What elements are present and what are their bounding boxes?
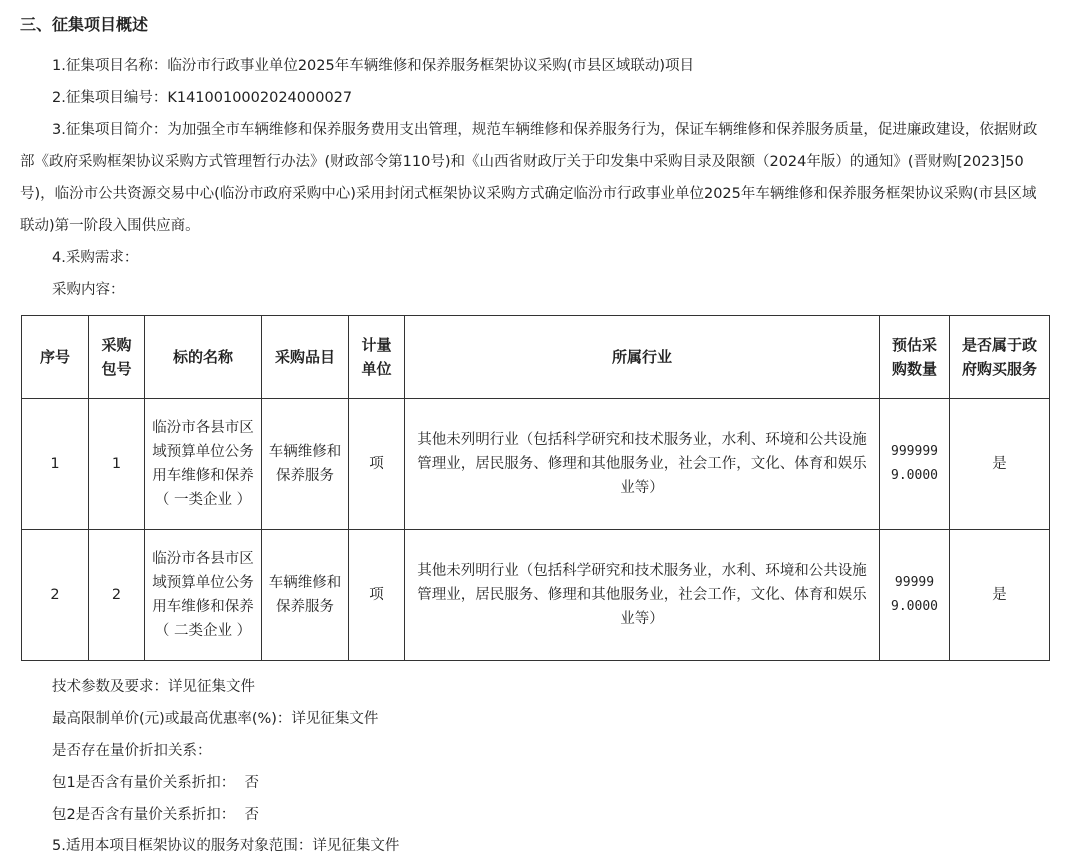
procurement-content-label: 采购内容： xyxy=(52,282,125,298)
cell-package: 1 xyxy=(89,399,145,530)
quantity-line-2: 9.0000 xyxy=(891,599,938,614)
package2-discount: 包2是否含有量价关系折扣： 否 xyxy=(52,807,259,823)
quantity-line-2: 9.0000 xyxy=(891,468,938,483)
service-scope: 5.适用本项目框架协议的服务对象范围：详见征集文件 xyxy=(52,838,400,854)
header-no: 序号 xyxy=(22,316,89,399)
cell-no: 2 xyxy=(22,530,89,661)
header-gov-service: 是否属于政府购买服务 xyxy=(950,316,1050,399)
header-quantity: 预估采购数量 xyxy=(880,316,950,399)
procurement-table xyxy=(21,315,1050,661)
cell-quantity xyxy=(880,399,950,530)
cell-package: 2 xyxy=(89,530,145,661)
table-row xyxy=(22,530,1050,661)
project-name: 1.征集项目名称：临汾市行政事业单位2025年车辆维修和保养服务框架协议采购(市县区域联动)项目 xyxy=(52,58,695,74)
cell-category: 车辆维修和保养服务 xyxy=(262,530,349,661)
header-package: 采购包号 xyxy=(89,316,145,399)
cell-quantity xyxy=(880,530,950,661)
header-unit: 计量单位 xyxy=(349,316,405,399)
tech-requirements: 技术参数及要求：详见征集文件 xyxy=(52,679,255,695)
package1-discount: 包1是否含有量价关系折扣： 否 xyxy=(52,775,259,791)
cell-unit: 项 xyxy=(349,399,405,530)
project-intro-text: 3.征集项目简介：为加强全市车辆维修和保养服务费用支出管理，规范车辆维修和保养服务行为，保证车辆维修和保养服务质量，促进廉政建设，依据财政部《政府采购框架协议采购方式管理暂行办法》(财政部令第110号)和《山西省财政厅关于印发集中采购目录及限额（2024年版）的通知》(晋财购[2023]50号)，临汾市公共资源交易中心(临汾市政府采购中心)采用封闭式框架协议采购方式确定临汾市行政事业单位2025年车辆维修和保养服务框架协议采购(市县区域联动)第一阶段入围供应商。 xyxy=(20,122,1038,234)
project-number: 2.征集项目编号：K1410010002024000027 xyxy=(52,90,353,106)
procurement-requirements: 4.采购需求： xyxy=(52,250,139,266)
cell-unit: 项 xyxy=(349,530,405,661)
cell-no: 1 xyxy=(22,399,89,530)
header-name: 标的名称 xyxy=(145,316,262,399)
cell-industry: 其他未列明行业（包括科学研究和技术服务业，水利、环境和公共设施管理业，居民服务、修理和其他服务业，社会工作，文化、体育和娱乐业等） xyxy=(405,530,880,661)
cell-gov-service: 是 xyxy=(950,399,1050,530)
cell-category: 车辆维修和保养服务 xyxy=(262,399,349,530)
cell-name: 临汾市各县市区域预算单位公务用车维修和保养（ 二类企业 ） xyxy=(145,530,262,661)
table-row xyxy=(22,399,1050,530)
cell-name: 临汾市各县市区域预算单位公务用车维修和保养（ 一类企业 ） xyxy=(145,399,262,530)
table-header-row xyxy=(22,316,1050,399)
max-price: 最高限制单价(元)或最高优惠率(%)：详见征集文件 xyxy=(52,711,379,727)
project-intro xyxy=(20,114,1050,242)
volume-discount-question: 是否存在量价折扣关系： xyxy=(52,743,212,759)
quantity-line-1: 99999 xyxy=(894,575,935,590)
header-category: 采购品目 xyxy=(262,316,349,399)
cell-gov-service: 是 xyxy=(950,530,1050,661)
section-title: 三、征集项目概述 xyxy=(20,15,149,34)
header-industry: 所属行业 xyxy=(405,316,880,399)
cell-industry: 其他未列明行业（包括科学研究和技术服务业，水利、环境和公共设施管理业，居民服务、修理和其他服务业，社会工作，文化、体育和娱乐业等） xyxy=(405,399,880,530)
quantity-line-1: 999999 xyxy=(891,444,938,459)
